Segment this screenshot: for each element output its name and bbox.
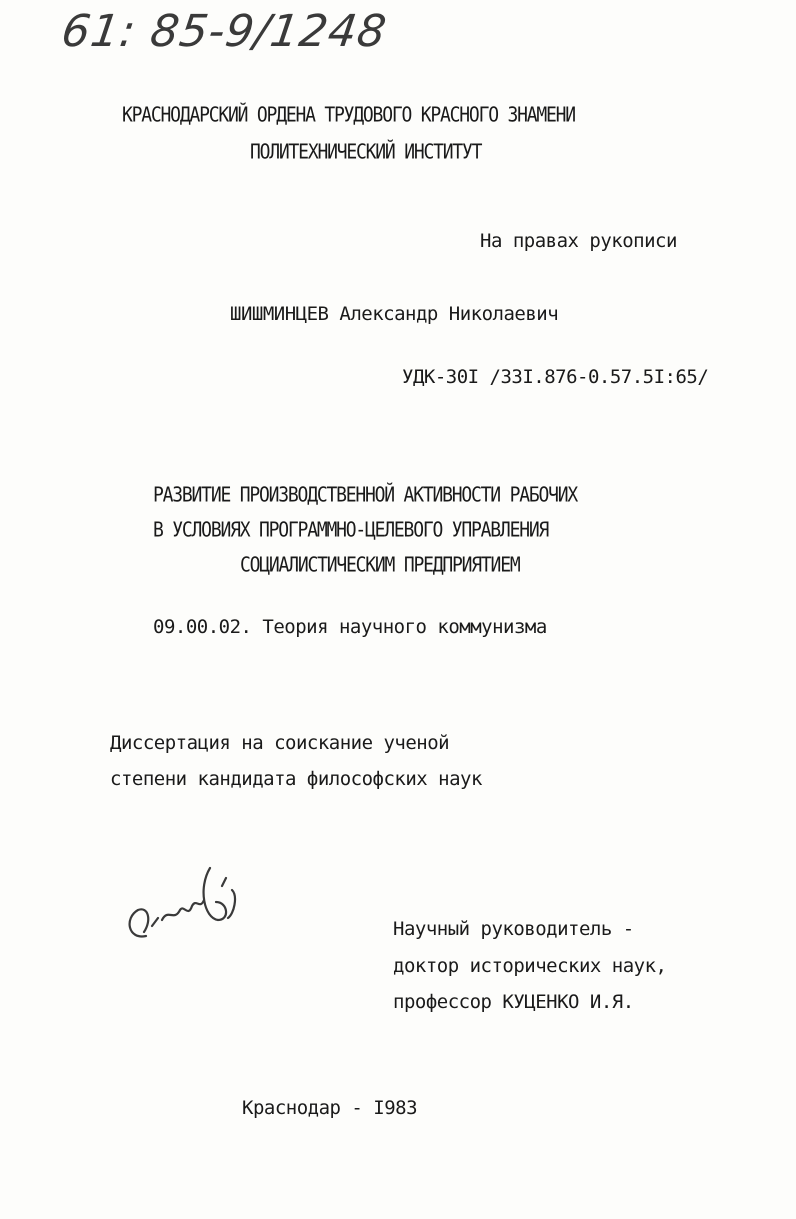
supervisor-line-2: доктор исторических наук, [393, 955, 667, 977]
institution-line-2: ПОЛИТЕХНИЧЕСКИЙ ИНСТИТУТ [250, 140, 482, 165]
signature-handwritten [118, 848, 248, 968]
supervisor-line-3: профессор КУЦЕНКО И.Я. [393, 991, 634, 1013]
title-line-1: РАЗВИТИЕ ПРОИЗВОДСТВЕННОЙ АКТИВНОСТИ РАБОЧИХ [153, 483, 578, 508]
manuscript-rights: На правах рукописи [480, 230, 677, 252]
institution-line-1: КРАСНОДАРСКИЙ ОРДЕНА ТРУДОВОГО КРАСНОГО ЗНАМЕНИ [122, 103, 575, 128]
place-year: Краснодар - I983 [242, 1097, 418, 1119]
udc-code: УДК-30I /33I.876-0.57.5I:65/ [402, 366, 709, 388]
archive-number-handwritten: 61: 85-9/1248 [58, 6, 391, 57]
title-line-3: СОЦИАЛИСТИЧЕСКИМ ПРЕДПРИЯТИЕМ [240, 553, 520, 578]
specialty-code: 09.00.02. Теория научного коммунизма [153, 616, 547, 638]
supervisor-line-1: Научный руководитель - [393, 918, 634, 940]
dissertation-line-1: Диссертация на соискание ученой [110, 732, 450, 754]
title-line-2: В УСЛОВИЯХ ПРОГРАММНО-ЦЕЛЕВОГО УПРАВЛЕНИЯ [153, 518, 549, 543]
dissertation-line-2: степени кандидата философских наук [110, 768, 482, 790]
author-name: ШИШМИНЦЕВ Александр Николаевич [230, 303, 559, 325]
